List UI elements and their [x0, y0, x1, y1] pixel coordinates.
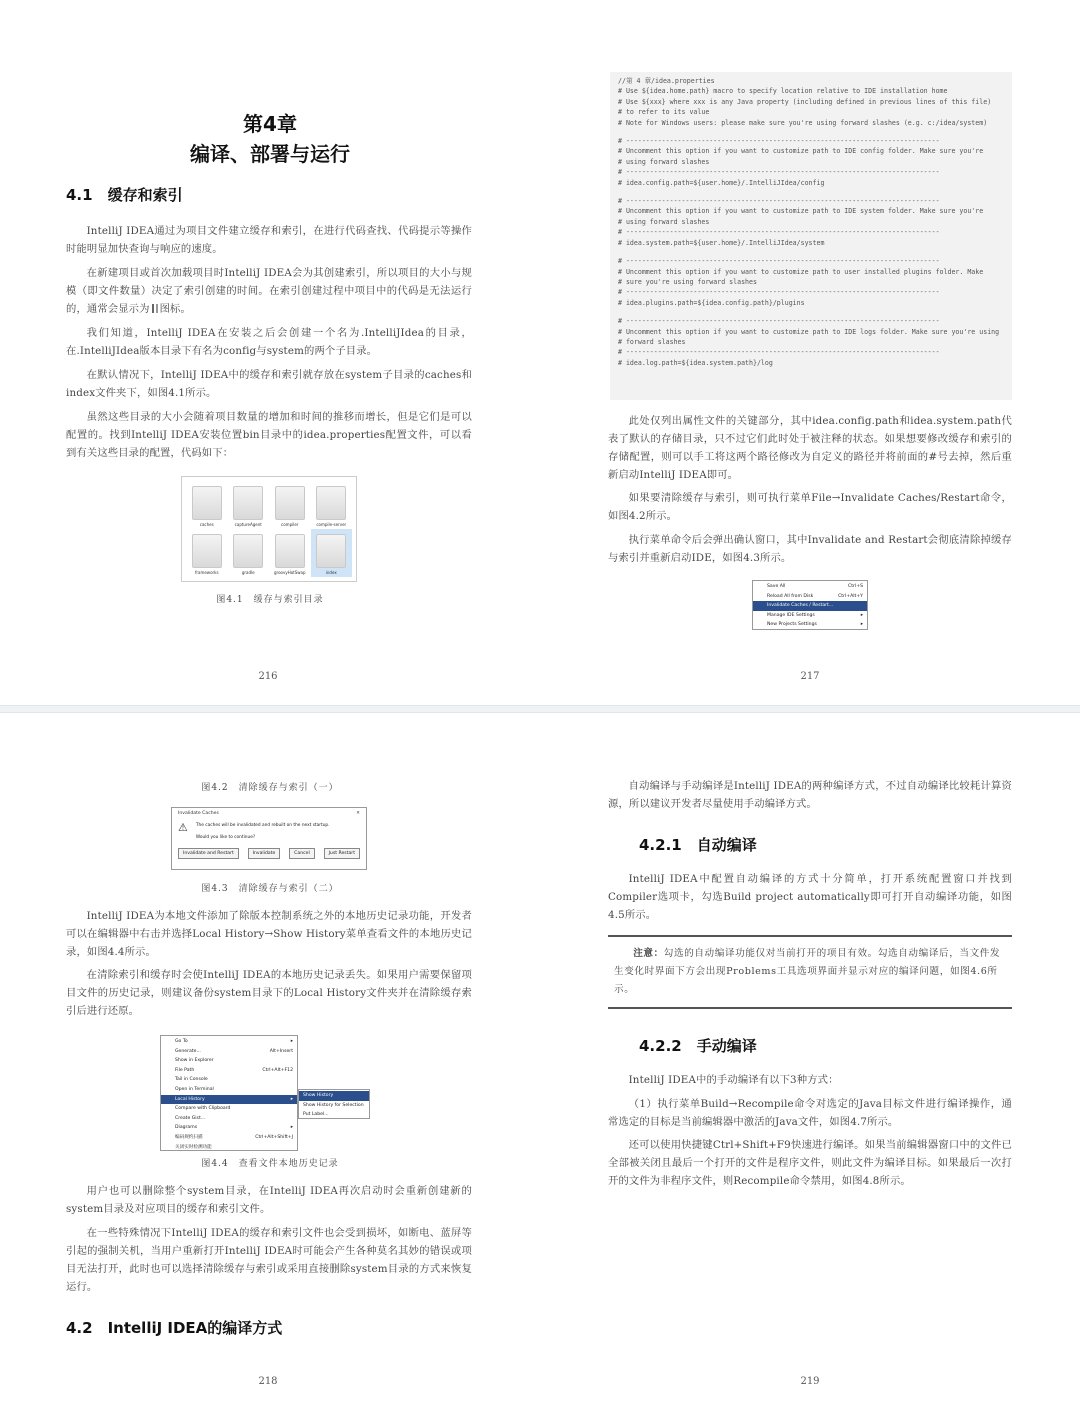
page-217	[540, 0, 1080, 705]
note-label: 注意：	[633, 948, 664, 959]
folder-item	[269, 481, 311, 529]
folder-label: gradle	[241, 570, 255, 575]
menu-item-reload[interactable]	[753, 592, 867, 602]
folder-icon	[192, 534, 222, 568]
menu-label: Open in Terminal	[175, 1086, 214, 1092]
menu-item-new-projects-settings[interactable]	[753, 620, 867, 630]
code-line: # -------------------------------------------------------------------------------	[618, 137, 940, 146]
note-box	[608, 935, 1012, 1009]
menu-shortcut: ▸	[290, 1125, 293, 1131]
page-218	[0, 713, 540, 1410]
section-heading-4-1: 4.1 缓存和索引	[66, 186, 183, 204]
paragraph: 执行菜单命令后会弹出确认窗口，其中Invalidate and Restart会彻底清除掉缓存与索引并重新启动IDE，如图4.3所示。	[608, 534, 1012, 564]
dialog-question: Would you like to continue?	[195, 835, 256, 840]
code-line: # -------------------------------------------------------------------------------	[618, 348, 940, 357]
context-menu-item[interactable]	[161, 1075, 297, 1085]
menu-label: Save All	[767, 584, 786, 589]
folder-item-selected	[311, 529, 353, 577]
page-number: 216	[258, 671, 278, 682]
paragraph: 如果要清除缓存与索引，则可执行菜单File→Invalidate Caches/Restart命令，如图4.2所示。	[608, 492, 1012, 522]
page-number: 219	[800, 1376, 820, 1387]
folder-label: compiler	[281, 522, 299, 527]
code-line: # idea.system.path=${user.home}/.IntelliJIdea/system	[618, 238, 825, 247]
menu-label: Show in Explorer	[175, 1058, 214, 1064]
code-line: # Use ${idea.home.path} macro to specify location relative to IDE installation home	[618, 87, 948, 96]
context-menu-item[interactable]	[161, 1114, 297, 1124]
note-text	[614, 945, 1006, 999]
code-line: # Uncomment this option if you want to customize path to IDE config folder. Make sure you're	[618, 147, 984, 156]
paragraph: 还可以使用快捷键Ctrl+Shift+F9快速进行编译。如果当前编辑器窗口中的文件已全部被关闭且最后一个打开的文件是程序文件，则此文件为编译目标。如果最后一次打开的文件为非程序文件，则Recompile命令禁用，如图4.8所示。	[608, 1139, 1012, 1187]
note-body: 勾选的自动编译功能仅对当前打开的项目有效。勾选自动编译后，当文件发生变化时界面下方会出现Problems工具选项界面并显示对应的编译问题，如图4.6所示。	[614, 948, 1001, 995]
dialog-titlebar	[172, 808, 366, 819]
code-blank-line	[618, 248, 1004, 256]
menu-label: Create Gist...	[175, 1115, 206, 1121]
paragraph: 在清除索引和缓存时会使IntelliJ IDEA的本地历史记录丢失。如果用户需要保留项目文件的历史记录，则建议备份system目录下的Local History文件夹并在清除缓存索引后进行还原。	[66, 969, 472, 1017]
code-blank-line	[618, 128, 1004, 136]
menu-label: Reload All from Disk	[767, 593, 814, 599]
paragraph: 自动编译与手动编译是IntelliJ IDEA的两种编译方式，不过自动编译比较耗计算资源，所以建议开发者尽量使用手动编译方式。	[608, 780, 1012, 810]
folder-icon	[233, 486, 263, 520]
code-line: # -------------------------------------------------------------------------------	[618, 317, 940, 326]
figure-4-4-context-menu	[160, 1035, 298, 1151]
just-restart-button[interactable]: Just Restart	[324, 848, 360, 859]
paragraph-text: 在新建项目或首次加载项目时IntelliJ IDEA会为其创建索引，所以项目的大小与规模（即文件数量）决定了索引创建的时间。在索引创建过程中项目中的代码是无法运行的，通常会显示为	[66, 267, 472, 315]
code-line: # using forward slashes	[618, 217, 710, 226]
code-line: # -------------------------------------------------------------------------------	[618, 168, 940, 177]
page-number: 217	[800, 671, 820, 682]
indexing-icon	[152, 304, 158, 313]
paragraph: IntelliJ IDEA中配置自动编译的方式十分简单，打开系统配置窗口并找到Compiler选项卡，勾选Build project automatically即可打开自动编译功能，如图4.5所示。	[608, 873, 1012, 921]
local-history-submenu	[298, 1089, 370, 1119]
menu-label: Compare with Clipboard	[175, 1106, 231, 1112]
figure-caption-4-2: 图4.2 清除缓存与索引（一）	[201, 783, 339, 793]
menu-shortcut: Alt+Insert	[269, 1048, 293, 1054]
menu-label: Diagrams	[175, 1125, 198, 1131]
code-blank-line	[618, 308, 1004, 316]
paragraph: 用户也可以删除整个system目录，在IntelliJ IDEA再次启动时会重新创建新的system目录及对应项目的缓存和索引文件。	[66, 1185, 472, 1215]
paragraph: 我们知道，IntelliJ IDEA在安装之后会创建一个名为.IntelliJIdea的目录，在.IntelliJIdea版本目录下有名为config与system的两个子目录。	[66, 327, 472, 357]
section-heading-4-2-2: 4.2.2 手动编译	[639, 1037, 757, 1055]
code-block-idea-properties	[610, 72, 1012, 400]
page-divider	[0, 705, 1080, 713]
paragraph: 在默认情况下，IntelliJ IDEA中的缓存和索引就存放在system子目录的caches和index文件夹下，如图4.1所示。	[66, 369, 472, 399]
figure-caption-4-1: 图4.1 缓存与索引目录	[216, 595, 324, 605]
chapter-title: 编译、部署与运行	[190, 142, 350, 166]
code-line: # -------------------------------------------------------------------------------	[618, 288, 940, 297]
code-line: # Uncomment this option if you want to customize path to user installed plugins folder. Make	[618, 267, 984, 276]
invalidate-and-restart-button[interactable]: Invalidate and Restart	[178, 848, 239, 859]
menu-label: Go To	[175, 1039, 188, 1044]
menu-shortcut: Ctrl+Alt+F12	[262, 1067, 293, 1073]
submenu-item[interactable]: Put Label...	[303, 1112, 329, 1118]
dialog-buttons	[172, 844, 366, 863]
section-heading-4-2: 4.2 IntelliJ IDEA的编译方式	[66, 1319, 283, 1337]
code-line: # Use ${xxx} where xxx is any Java property (including defined in previous lines of this file)	[618, 97, 992, 106]
menu-label: New Projects Settings	[767, 622, 817, 628]
code-line: # Note for Windows users: please make sure you're using forward slashes (e.g. c:/idea/system)	[618, 118, 988, 127]
code-line: //第 4 章/idea.properties	[618, 77, 715, 85]
paragraph: 此处仅列出属性文件的关键部分，其中idea.config.path和idea.system.path代表了默认的存储目录，只不过它们此时处于被注释的状态。如果想要修改缓存和索引的存储配置，则可以手工将这两个路径修改为自定义的路径并将前面的#号去掉，然后重新启动IntelliJ IDEA即可。	[608, 415, 1012, 481]
paragraph: 虽然这些目录的大小会随着项目数量的增加和时间的推移而增长，但是它们是可以配置的。找到IntelliJ IDEA安装位置bin目录中的idea.properties配置文件，可以看到有关这些目录的配置，代码如下：	[66, 411, 472, 459]
figure-caption-4-3: 图4.3 清除缓存与索引（二）	[201, 884, 339, 894]
context-menu-item[interactable]	[161, 1056, 297, 1066]
folder-icon	[275, 534, 305, 568]
paragraph	[66, 264, 472, 318]
context-menu-item[interactable]	[161, 1095, 297, 1105]
folder-icon	[233, 534, 263, 568]
context-menu-item[interactable]	[161, 1047, 297, 1057]
code-line: # -------------------------------------------------------------------------------	[618, 197, 940, 206]
folder-label: index	[325, 570, 337, 575]
dialog-message: The caches will be invalidated and rebuilt on the next startup.	[195, 823, 330, 828]
menu-label: Generate...	[175, 1048, 201, 1054]
context-menu-item[interactable]	[161, 1066, 297, 1076]
dialog-title: Invalidate Caches	[178, 811, 219, 816]
menu-label: Tail in Console	[175, 1077, 208, 1083]
menu-label: 编码规约扫描	[175, 1134, 203, 1140]
folder-label: caches	[199, 522, 214, 527]
paragraph: IntelliJ IDEA中的手动编译有以下3种方式：	[628, 1074, 839, 1086]
context-menu-item[interactable]	[161, 1104, 297, 1114]
context-menu-item[interactable]	[161, 1037, 297, 1047]
code-line: # idea.log.path=${idea.system.path}/log	[618, 358, 773, 367]
invalidate-button[interactable]: Invalidate	[248, 848, 281, 859]
submenu-arrow-icon: ▸	[860, 612, 863, 618]
paragraph: IntelliJ IDEA为本地文件添加了除版本控制系统之外的本地历史记录功能，开发者可以在编辑器中右击并选择Local History→Show History菜单查看文件的本地历史记录，如图4.4所示。	[66, 910, 472, 958]
figure-4-1-folders	[181, 476, 357, 582]
code-line: # -------------------------------------------------------------------------------	[618, 228, 940, 237]
code-line: # Uncomment this option if you want to customize path to IDE logs folder. Make sure you're using	[618, 327, 1000, 336]
paragraph: IntelliJ IDEA通过为项目文件建立缓存和索引，在进行代码查找、代码提示等操作时能明显加快查询与响应的速度。	[66, 225, 472, 255]
folder-item	[311, 481, 353, 529]
dialog-body	[172, 819, 366, 844]
folder-icon	[275, 486, 305, 520]
code-line: # to refer to its value	[618, 108, 710, 117]
menu-item-save-all[interactable]	[753, 582, 867, 592]
folder-item	[269, 529, 311, 577]
menu-shortcut: Ctrl+Alt+Shift+J	[255, 1134, 293, 1140]
code-line: # forward slashes	[618, 337, 686, 346]
page-number: 218	[258, 1376, 278, 1387]
submenu-item[interactable]: Show History for Selection	[303, 1102, 364, 1108]
context-menu-item[interactable]	[161, 1143, 297, 1153]
section-heading-4-2-1: 4.2.1 自动编译	[639, 836, 757, 854]
context-menu-item[interactable]	[161, 1133, 297, 1143]
folder-icon	[316, 534, 346, 568]
folder-label: frameworks	[194, 570, 219, 575]
submenu-arrow-icon: ▸	[860, 622, 863, 628]
code-line: # using forward slashes	[618, 157, 710, 166]
warning-icon: ⚠	[178, 821, 188, 834]
folder-item	[186, 481, 228, 529]
submenu-item[interactable]: Show History	[299, 1091, 369, 1101]
menu-label: Local History	[175, 1096, 205, 1102]
code-line: # idea.plugins.path=${idea.config.path}/plugins	[618, 298, 805, 307]
chapter-number: 第4章	[243, 112, 297, 136]
menu-shortcut: Ctrl+Alt+Y	[838, 593, 863, 599]
menu-shortcut: ▸	[290, 1039, 293, 1044]
code-line: # sure you're using forward slashes	[618, 277, 757, 286]
menu-label: Manage IDE Settings	[767, 612, 815, 618]
menu-shortcut: ▸	[290, 1096, 293, 1102]
paragraph: （1）执行菜单Build→Recompile命令对选定的Java目标文件进行编译操作，通常选定的目标是当前编辑器中激活的Java文件，如图4.7所示。	[608, 1098, 1012, 1128]
folder-item	[186, 529, 228, 577]
menu-label: Invalidate Caches / Restart...	[767, 603, 834, 609]
menu-shortcut: Ctrl+S	[848, 584, 863, 589]
cancel-button[interactable]: Cancel	[289, 848, 315, 859]
folder-item	[228, 481, 270, 529]
menu-label: File Path	[175, 1067, 195, 1073]
context-menu-item[interactable]	[161, 1085, 297, 1095]
menu-label: 关闭实时检测功能	[175, 1144, 212, 1150]
code-line: # idea.config.path=${user.home}/.IntelliJIdea/config	[618, 178, 825, 187]
page-219	[540, 713, 1080, 1410]
close-icon[interactable]: ✕	[356, 811, 360, 816]
folder-label: compile-server	[316, 522, 347, 527]
menu-item-manage-ide-settings[interactable]	[753, 611, 867, 621]
context-menu-item[interactable]	[161, 1123, 297, 1133]
paragraph-text: 图标。	[159, 303, 191, 315]
paragraph: 在一些特殊情况下IntelliJ IDEA的缓存和索引文件也会受到损坏，如断电、蓝屏等引起的强制关机，当用户重新打开IntelliJ IDEA时可能会产生各种莫名其妙的错误或项目无法打开，此时也可以选择清除缓存与索引或采用直接删除system目录的方式来恢复运行。	[66, 1227, 472, 1293]
folder-label: captureAgent	[234, 522, 262, 527]
figure-4-3-invalidate-dialog	[171, 807, 367, 870]
menu-item-invalidate-caches[interactable]	[753, 601, 867, 611]
folder-label: groovyHotSwap	[273, 570, 306, 575]
folder-icon	[316, 486, 346, 520]
code-blank-line	[618, 188, 1004, 196]
code-line: # -------------------------------------------------------------------------------	[618, 257, 940, 266]
page-216	[0, 0, 540, 705]
folder-icon	[192, 486, 222, 520]
code-line: # Uncomment this option if you want to customize path to IDE system folder. Make sure you're	[618, 207, 984, 216]
figure-caption-4-4: 图4.4 查看文件本地历史记录	[201, 1159, 339, 1169]
figure-4-2-file-menu	[752, 580, 868, 630]
folder-item	[228, 529, 270, 577]
